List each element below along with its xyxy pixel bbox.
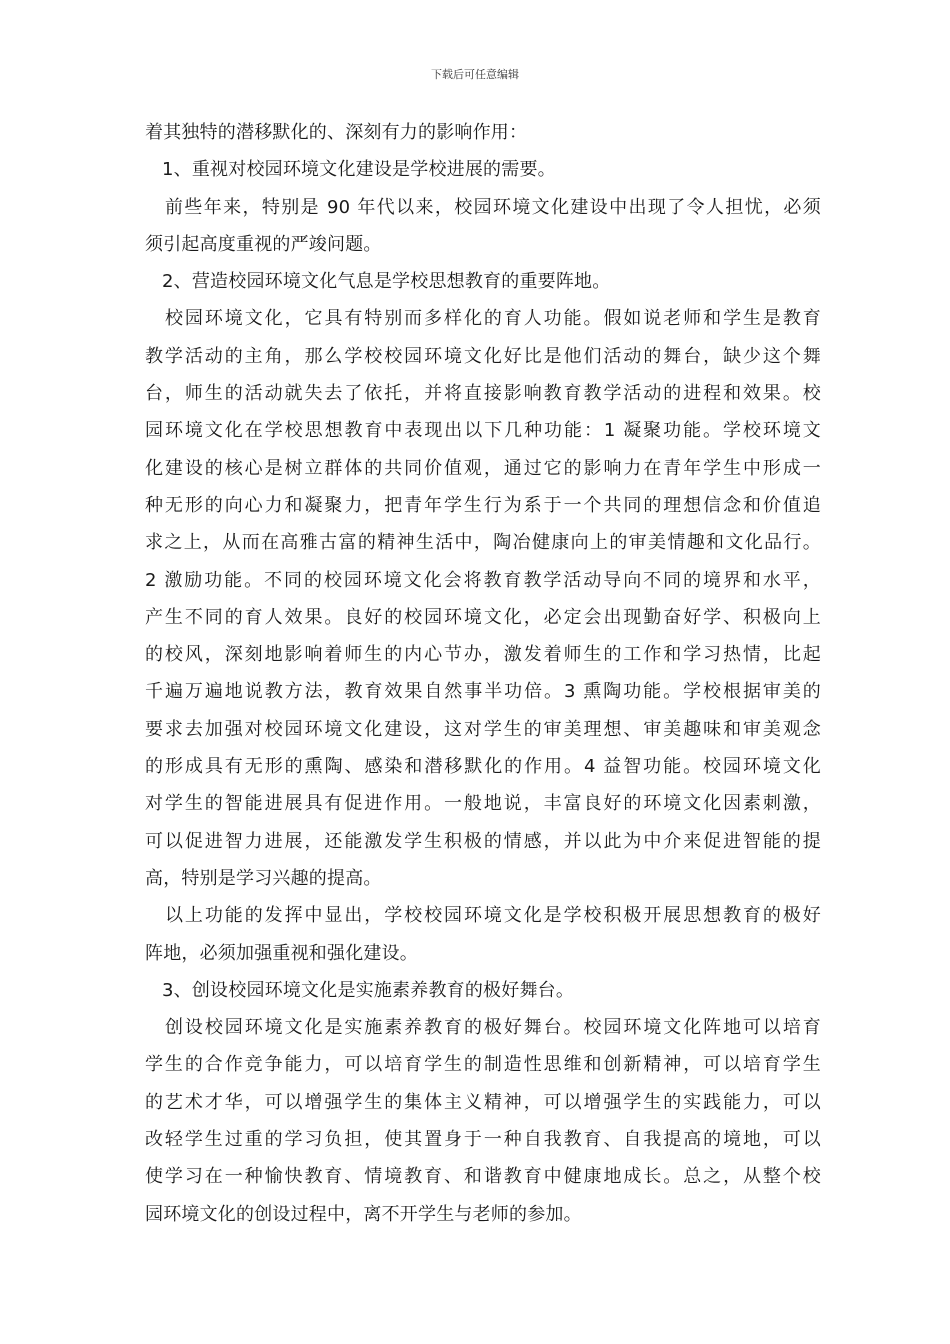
- text-line: 化建设的核心是树立群体的共同价值观，通过它的影响力在青年学生中形成一: [145, 457, 821, 479]
- page-header: 下载后可任意编辑: [431, 68, 519, 81]
- text-line: 园环境文化在学校思想教育中表现出以下几种功能：1 凝聚功能。学校环境文: [145, 420, 821, 442]
- text-line: 使学习在一种愉快教育、情境教育、和谐教育中健康地成长。总之，从整个校: [145, 1166, 821, 1188]
- section-heading: 1、重视对校园环境文化建设是学校进展的需要。: [162, 159, 556, 181]
- text-line: 要求去加强对校园环境文化建设，这对学生的审美理想、审美趣味和审美观念: [145, 718, 821, 740]
- text-line: 产生不同的育人效果。良好的校园环境文化，必定会出现勤奋好学、积极向上: [145, 606, 821, 628]
- text-line: 的校风，深刻地影响着师生的内心节办，激发着师生的工作和学习热情，比起: [145, 644, 821, 666]
- text-line: 2 激励功能。不同的校园环境文化会将教育教学活动导向不同的境界和水平，: [145, 569, 821, 591]
- text-line: 校园环境文化，它具有特别而多样化的育人功能。假如说老师和学生是教育: [165, 308, 821, 330]
- text-line: 的形成具有无形的熏陶、感染和潜移默化的作用。4 益智功能。校园环境文化: [145, 756, 821, 778]
- text-line: 台，师生的活动就失去了依托，并将直接影响教育教学活动的进程和效果。校: [145, 383, 821, 405]
- text-line: 创设校园环境文化是实施素养教育的极好舞台。校园环境文化阵地可以培育: [165, 1017, 821, 1039]
- text-line: 学生的合作竞争能力，可以培育学生的制造性思维和创新精神，可以培育学生: [145, 1054, 821, 1076]
- text-line: 以上功能的发挥中显出，学校校园环境文化是学校积极开展思想教育的极好: [165, 905, 821, 927]
- text-line: 阵地，必须加强重视和强化建设。: [145, 942, 418, 964]
- text-line: 前些年来，特别是 90 年代以来，校园环境文化建设中出现了令人担忧，必须: [165, 196, 821, 218]
- text-line: 对学生的智能进展具有促进作用。一般地说，丰富良好的环境文化因素刺激，: [145, 793, 821, 815]
- text-line: 种无形的向心力和凝聚力，把青年学生行为系于一个共同的理想信念和价值追: [145, 494, 821, 516]
- text-line: 的艺术才华，可以增强学生的集体主义精神，可以增强学生的实践能力，可以: [145, 1091, 821, 1113]
- text-line: 园环境文化的创设过程中，离不开学生与老师的参加。: [145, 1203, 582, 1225]
- text-line: 高，特别是学习兴趣的提高。: [145, 867, 382, 889]
- text-line: 教学活动的主角，那么学校校园环境文化好比是他们活动的舞台，缺少这个舞: [145, 345, 821, 367]
- text-line: 求之上，从而在高雅古富的精神生活中，陶冶健康向上的审美情趣和文化品行。: [145, 532, 821, 554]
- text-line: 可以促进智力进展，还能激发学生积极的情感，并以此为中介来促进智能的提: [145, 830, 821, 852]
- section-heading: 2、营造校园环境文化气息是学校思想教育的重要阵地。: [162, 271, 611, 293]
- text-line: 着其独特的潜移默化的、深刻有力的影响作用：: [145, 122, 528, 143]
- text-line: 须引起高度重视的严竣问题。: [145, 233, 382, 255]
- text-line: 改轻学生过重的学习负担，使其置身于一种自我教育、自我提高的境地，可以: [145, 1129, 821, 1151]
- text-line: 千遍万遍地说教方法，教育效果自然事半功倍。3 熏陶功能。学校根据审美的: [145, 681, 821, 703]
- document-body: [145, 114, 821, 1233]
- section-heading: 3、创设校园环境文化是实施素养教育的极好舞台。: [162, 979, 575, 1001]
